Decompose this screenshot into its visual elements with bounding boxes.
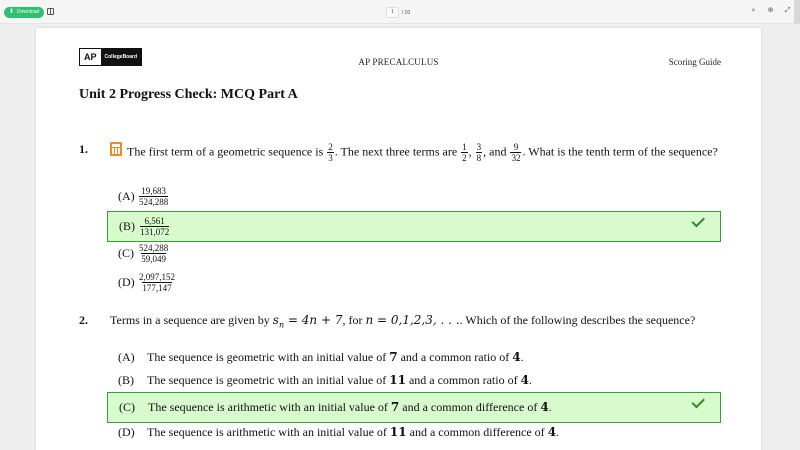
q1-option-d[interactable] (107, 268, 721, 296)
option-fraction: 19,683 524,288 (139, 185, 169, 207)
fraction: $\frac{2}{3}$ (328, 142, 333, 163)
q1-option-b-correct[interactable] (107, 211, 721, 242)
calculator-icon (110, 142, 122, 156)
q1-option-a[interactable] (107, 182, 721, 210)
logo-ap-text: AP (80, 49, 101, 65)
option-fraction: 2,097,152 177,147 (139, 271, 175, 293)
zoom-in-icon[interactable]: ⊕ (767, 6, 774, 14)
viewer-toolbar (0, 0, 800, 24)
option-label: (C) (119, 400, 135, 414)
document-page (36, 28, 761, 450)
option-text: The sequence is geometric with an initial value of 11 and a common ratio of 4. (147, 372, 532, 387)
page-total: / 10 (401, 9, 411, 16)
option-text: The sequence is arithmetic with an initial value of 11 and a common difference of 4. (147, 424, 560, 439)
checkmark-icon (698, 395, 714, 407)
page-number-input[interactable]: 1 (386, 7, 399, 18)
scoring-guide-header: Scoring Guide (668, 57, 721, 67)
expand-icon[interactable]: ⤢ (784, 6, 791, 14)
option-label: (B) (118, 372, 134, 387)
q1-option-c[interactable] (107, 239, 721, 267)
fraction: $\frac{3}{8}$ (476, 142, 482, 163)
download-button[interactable] (4, 7, 44, 18)
question-1-text: The first term of a geometric sequence is $\frac{2}{3}$ . The next three terms are $\frac{1}{2}$ , $\frac{3}{8}$ , and $\frac{9}{32}$ . What is the tenth term of the sequence? (110, 142, 720, 163)
checkmark-icon (698, 214, 714, 226)
option-text: The sequence is arithmetic with an initial value of 7 and a common difference of 4. (148, 400, 552, 414)
option-label: (A) (118, 349, 135, 364)
option-fraction: 524,288 59,049 (139, 242, 169, 264)
q2-option-d[interactable] (107, 419, 721, 445)
option-label: (D) (118, 424, 135, 439)
page-indicator (386, 7, 410, 18)
q2-option-b[interactable] (107, 367, 721, 393)
fraction: $\frac{9}{32}$ (511, 142, 521, 163)
scrollbar[interactable] (794, 0, 800, 24)
logo-cb-text: CollegeBoard (101, 49, 142, 65)
question-1-number: 1. (79, 142, 88, 156)
download-label: Download (17, 9, 40, 15)
option-label: (C) (118, 245, 134, 260)
sidebar-icon[interactable] (47, 8, 54, 15)
question-2-text: Terms in a sequence are given by $s_n = 4n + 7$, for n = 0,1,2,3, . . .. Which of the following describes the sequence? (110, 313, 696, 330)
option-label: (A) (118, 188, 135, 203)
option-label: (B) (119, 219, 135, 233)
fraction: $\frac{1}{2}$ (462, 142, 467, 163)
search-icon[interactable]: ⌕ (751, 6, 756, 14)
option-label: (D) (118, 274, 135, 289)
option-fraction: 6,561 131,072 (140, 216, 170, 237)
option-text: The sequence is geometric with an initial value of 7 and a common ratio of 4. (147, 349, 524, 364)
download-icon: ⬇ (9, 9, 15, 15)
question-2-number: 2. (79, 313, 88, 327)
page-title: Unit 2 Progress Check: MCQ Part A (79, 87, 298, 102)
course-header: AP PRECALCULUS (358, 57, 439, 67)
